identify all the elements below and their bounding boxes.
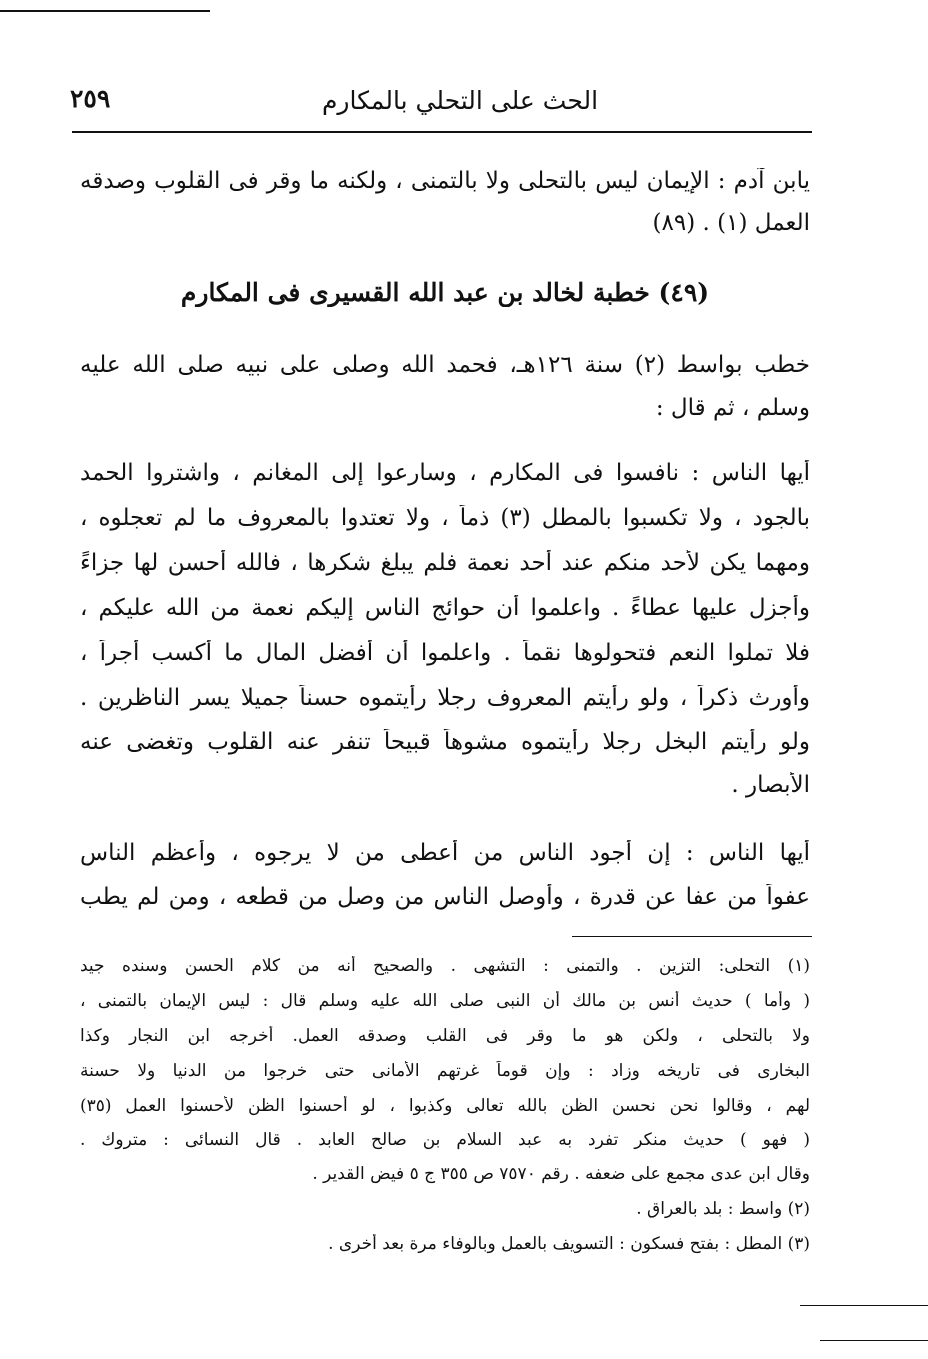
footnote-line: ولا بالتحلى ، ولكن هو ما وقر فى القلب وصدقه العمل. أخرجه ابن النجار وكذا	[80, 1026, 810, 1046]
paragraph-line: عفواً من عفا عن قدرة ، وأوصل الناس من وصل من قطعه ، ومن لم يطب	[80, 884, 810, 910]
paragraph-line: خطب بواسط (٢) سنة ١٢٦هـ، فحمد الله وصلى على نبيه صلى الله عليه	[80, 352, 810, 378]
paragraph-line: ولو رأيتم البخل رجلا رأيتموه مشوهاً قبيحاً تنفر عنه القلوب وتغضى عنه	[80, 729, 810, 755]
footnote-line: وقال ابن عدى مجمع على ضعفه . رقم ٧٥٧٠ ص ٣٥٥ ج ٥ فيض القدير .	[312, 1164, 810, 1184]
paragraph-line: وأورث ذكراً ، ولو رأيتم المعروف رجلا رأيتموه حسناً جميلا يسر الناظرين .	[80, 685, 810, 711]
section-heading: (٤٩) خطبة لخالد بن عبد الله القسيرى فى المكارم	[180, 278, 710, 307]
footnote-line: ( وأما ) حديث أنس بن مالك أن النبى صلى الله عليه وسلم قال : ليس الإيمان بالتمنى ،	[80, 991, 810, 1011]
running-header-title: الحث على التحلي بالمكارم	[321, 86, 599, 115]
footnote-line: لهم ، وقالوا نحن نحسن الظن بالله تعالى وكذبوا ، لو أحسنوا الظن لأحسنوا العمل (٣٥)	[80, 1096, 810, 1116]
top-edge-rule	[0, 10, 210, 12]
footnote-line: (٢) واسط : بلد بالعراق .	[636, 1199, 810, 1219]
paragraph-line: الأبصار .	[731, 772, 810, 798]
footnote-line: البخارى فى تاريخه وزاد : وإن قوماً غرتهم الأمانى حتى خرجوا من الدنيا ولا حسنة	[80, 1061, 810, 1081]
footnote-line: (١) التحلى: التزين . والتمنى : التشهى . والصحيح أنه من كلام الحسن وسنده جيد	[80, 956, 810, 976]
paragraph-line: وسلم ، ثم قال :	[655, 395, 810, 421]
intro-line: يابن آدم : الإيمان ليس بالتحلى ولا بالتمنى ، ولكنه ما وقر فى القلوب وصدقه	[80, 168, 810, 194]
footnote-line: (٣) المطل : بفتح فسكون : التسويف بالعمل وبالوفاء مرة بعد أخرى .	[328, 1234, 810, 1254]
paragraph-line: فلا تملوا النعم فتحولوها نقماً . واعلموا أن أفضل المال ما أكسب أجراً ،	[80, 640, 810, 666]
page-number: ٢٥٩	[70, 84, 111, 113]
paragraph-line: وأجزل عليها عطاءً . واعلموا أن حوائج الناس إليكم نعمة من الله عليكم ،	[80, 595, 810, 621]
header-rule	[72, 131, 812, 133]
paragraph-line: بالجود ، ولا تكسبوا بالمطل (٣) ذماً ، ولا تعتدوا بالمعروف ما لم تعجلوه ،	[80, 505, 810, 531]
intro-line: العمل (١) . (٨٩)	[652, 210, 810, 236]
bottom-rule	[820, 1340, 928, 1341]
footnote-line: ( فهو ) حديث منكر تفرد به عبد السلام بن صالح العابد . قال النسائى : متروك .	[80, 1130, 810, 1150]
bottom-rule	[800, 1305, 928, 1306]
paragraph-line: ومهما يكن لأحد منكم عند أحد نعمة فلم يبلغ شكرها ، فالله أحسن لها جزاءً	[80, 550, 810, 576]
paragraph-line: أيها الناس : إن أجود الناس من أعطى من لا يرجوه ، وأعظم الناس	[80, 840, 810, 866]
paragraph-line: أيها الناس : نافسوا فى المكارم ، وسارعوا إلى المغانم ، واشتروا الحمد	[80, 460, 810, 486]
footnote-rule	[572, 936, 812, 937]
